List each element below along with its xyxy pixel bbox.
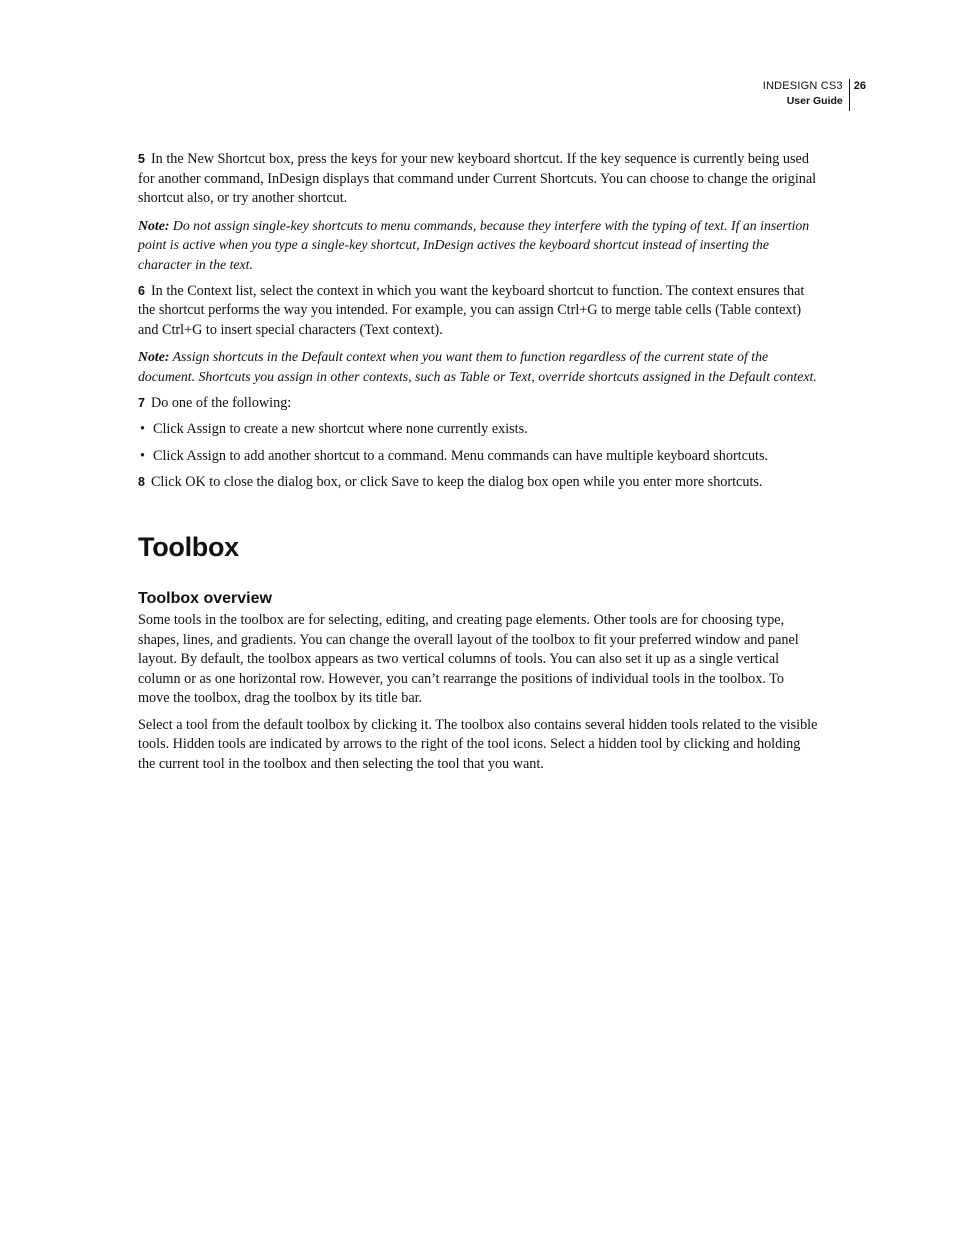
header-guide-name: User Guide (786, 95, 843, 107)
section-title: Toolbox (138, 531, 239, 562)
bullet-mark: • (140, 447, 145, 464)
step-number: 5 (138, 152, 145, 166)
bullet-text: Click Assign to create a new shortcut where none currently exists. (153, 421, 528, 438)
step-text: Do one of the following: (150, 394, 292, 411)
note-label: Note: (138, 349, 170, 365)
bullet-text: Click Assign to add another shortcut to a command. Menu commands can have multiple keyboard shortcuts. (153, 447, 769, 464)
step-6 (138, 282, 818, 341)
body-paragraph: Some tools in the toolbox are for selecting, editing, and creating page elements. Other tools are for choosing type, shapes, lines, and gradients. You can change the overall layout of the toolbox to fit your preferred window and panel layout. By default, the toolbox appears as two vertical columns of tools. You can also set it up as a single vertical column or as one horizontal row. However, you can’t rearrange the positions of individual tools in the toolbox. To move the toolbox, drag the toolbox by its title bar. (138, 611, 799, 707)
note-1 (138, 216, 818, 275)
step-number: 7 (138, 395, 145, 410)
bullet-item (138, 420, 818, 440)
note-label: Note: (138, 217, 170, 233)
step-text: In the New Shortcut box, press the keys for your new keyboard shortcut. If the key sequence is currently being used for another command, InDesign displays that command under Current Shortcuts. You can choose to change the original shortcut also, or try another shortcut. (138, 151, 817, 207)
note-text: Assign shortcuts in the Default context when you want them to function regardless of the current state of the document. Shortcuts you assign in other contexts, such as Table or Text, override shortcuts assigned in the Default context. (138, 349, 817, 384)
note-2 (138, 347, 818, 386)
header-product-name: INDESIGN CS3 (762, 80, 843, 92)
step-8 (138, 473, 818, 493)
header-text (763, 78, 849, 111)
step-number: 8 (138, 475, 145, 490)
page-number: 26 (853, 80, 866, 92)
step-7 (138, 394, 818, 414)
step-text: Click OK to close the dialog box, or click Save to keep the dialog box open while you enter more shortcuts. (150, 474, 763, 491)
step-5 (138, 150, 818, 209)
step-text: In the Context list, select the context in which you want the keyboard shortcut to function. The context ensures that the shortcut performs the way you intended. For example, you can assign Ctrl+G to merge table cells (Table context) and Ctrl+G to insert special characters (Text context). (138, 282, 805, 338)
page-header (763, 78, 866, 111)
bullet-mark: • (140, 421, 145, 438)
body-paragraph: Select a tool from the default toolbox by clicking it. The toolbox also contains several hidden tools related to the visible tools. Hidden tools are indicated by arrows to the right of the tool icons. Select a hidden tool by clicking and holding the current tool in the toolbox and then selecting the tool that you want. (138, 716, 818, 773)
section-subtitle: Toolbox overview (138, 589, 272, 607)
page-content (138, 150, 818, 782)
step-number: 6 (138, 283, 145, 298)
note-text: Do not assign single-key shortcuts to menu commands, because they interfere with the typing of text. If an insertion point is active when you type a single-key shortcut, InDesign actives the keyboard shortcut instead of inserting the character in the text. (138, 217, 810, 272)
bullet-item (138, 447, 818, 467)
